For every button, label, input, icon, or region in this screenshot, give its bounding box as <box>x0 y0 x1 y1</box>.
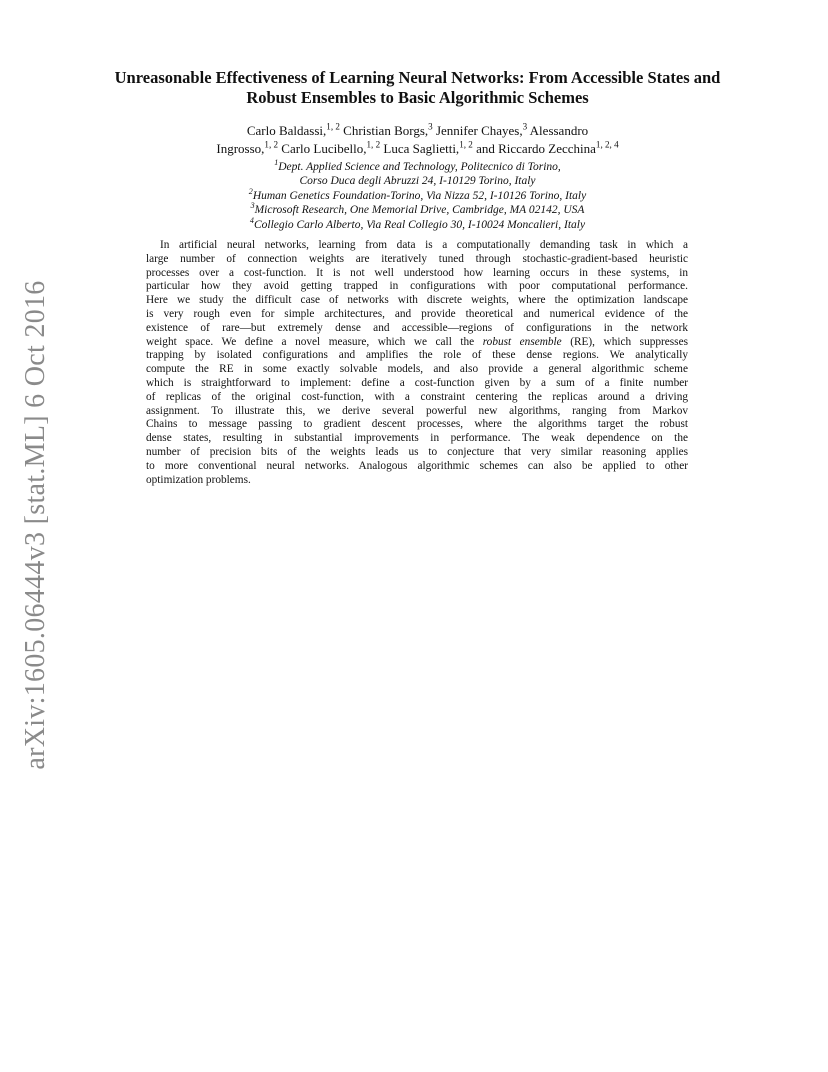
author-name: and Riccardo Zecchina <box>472 141 596 156</box>
author-name: Jennifer Chayes, <box>432 123 523 138</box>
author-line-2 <box>120 140 715 158</box>
paper-title <box>70 68 765 108</box>
author-name: Carlo Lucibello, <box>278 141 367 156</box>
abstract-line: number of precision bits of the weights leads us to conjecture that very similar reasoning applies <box>146 445 688 458</box>
abstract-line: processes over a cost-function. It is not well understood how learning occurs in these systems, in <box>146 266 688 279</box>
abstract-line: assignment. To illustrate this, we derive several powerful new algorithms, ranging from Markov <box>146 404 688 417</box>
affiliation-2: $^2$Human Genetics Foundation-Torino, Via Nizza 52, I-10126 Torino, Italy <box>248 186 587 202</box>
affiliation-1-address: Corso Duca degli Abruzzi 24, I-10129 Torino, Italy <box>299 175 536 188</box>
abstract-line: trapping by isolated configurations and amplifies the role of these dense regions. We analytically <box>146 349 688 362</box>
abstract-line: particular how they avoid getting trapped in configurations with poor computational performance. <box>146 280 688 293</box>
author-affil-sup: 3 <box>428 121 433 132</box>
affiliations <box>150 160 685 232</box>
title-line-2: Robust Ensembles to Basic Algorithmic Schemes <box>246 88 589 107</box>
abstract-line: optimization problems. <box>146 473 251 486</box>
abstract-line: which is straightforward to implement: define a cost-function given by a sum of a finite number <box>146 376 688 389</box>
affiliation-3: $^3$Microsoft Research, One Memorial Drive, Cambridge, MA 02142, USA <box>250 201 585 217</box>
affiliation-1: $^1$Dept. Applied Science and Technology, Politecnico di Torino, <box>274 158 561 173</box>
abstract-line: weight space. We define a novel measure, which we call the robust ensemble (RE), which suppresses <box>146 335 688 348</box>
author-name: Christian Borgs, <box>339 123 429 138</box>
title-line-1: Unreasonable Effectiveness of Learning Neural Networks: From Accessible States and <box>114 68 721 87</box>
abstract-line: dense states, resulting in substantial improvements in performance. The weak dependence on the <box>146 432 688 445</box>
author-affil-sup: 1, 2 <box>264 139 279 150</box>
author-name: Ingrosso, <box>216 141 265 156</box>
author-name: Luca Saglietti, <box>380 141 460 156</box>
abstract-line: existence of rare—but extremely dense and accessible—regions of configurations in the network <box>146 321 688 334</box>
abstract-line: Here we study the difficult case of networks with discrete weights, where the optimization landscape <box>146 294 688 307</box>
abstract-line: of replicas of the original cost-function, with a constraint centering the replicas around a driving <box>146 390 688 403</box>
author-line-1 <box>120 122 715 140</box>
arxiv-identifier-stamp: arXiv:1605.06444v3 [stat.ML] 6 Oct 2016 <box>20 280 51 770</box>
abstract-line: In artificial neural networks, learning from data is a computationally demanding task in which a <box>160 239 688 251</box>
author-affil-sup: 1, 2 <box>366 139 381 150</box>
author-affil-sup: 3 <box>522 121 528 132</box>
author-list <box>120 122 715 158</box>
abstract <box>146 239 688 487</box>
abstract-line: to more conventional neural networks. Analogous algorithmic schemes can also be applied to other <box>146 459 688 472</box>
abstract-line: is very rough even for simple architectures, and provide theoretical and numerical evidence of the <box>146 307 688 320</box>
author-affil-sup: 1, 2, 4 <box>595 139 619 150</box>
author-affil-sup: 1, 2 <box>326 121 340 132</box>
abstract-line: compute the RE in some exactly solvable models, and also provide a general algorithmic scheme <box>146 363 688 376</box>
abstract-line: large number of connection weights are iteratively tuned through stochastic-gradient-based heuristic <box>146 252 688 265</box>
author-name: Carlo Baldassi, <box>246 123 327 138</box>
affiliation-4: $^4$Collegio Carlo Alberto, Via Real Collegio 30, I-10024 Moncalieri, Italy <box>249 215 586 231</box>
author-name: Alessandro <box>527 123 589 138</box>
abstract-line: Chains to message passing to gradient descent processes, where the algorithms target the robust <box>146 418 688 431</box>
emphasis-term: robust ensemble <box>482 335 562 348</box>
author-affil-sup: 1, 2 <box>459 139 473 150</box>
